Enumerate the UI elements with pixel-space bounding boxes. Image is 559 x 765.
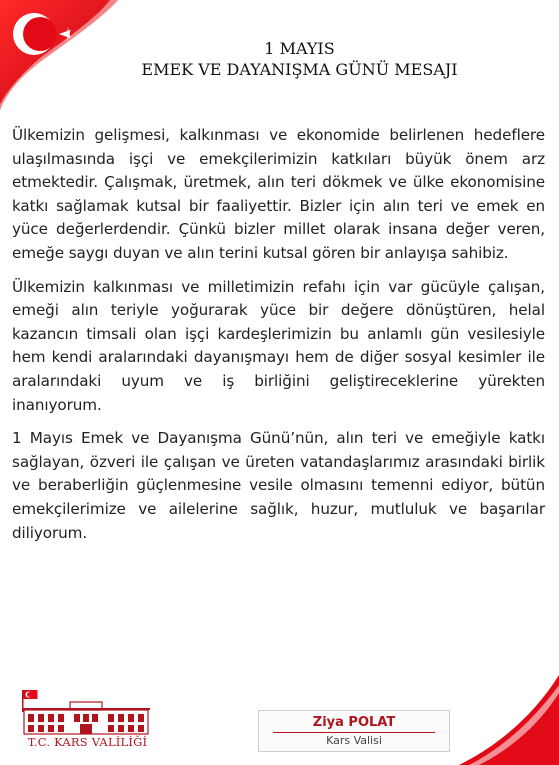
signature-block (258, 710, 450, 752)
paragraph-3: 1 Mayıs Emek ve Dayanışma Günü’nün, alın teri ve emeğiyle katkı sağlayan, özveri ile çalışan ve üreten vatandaşlarımız arasındaki birlik ve beraberliğin güçlenmesine vesile olmasını temenni ediyor, bütün emekçilerimize ve ailelerine sağlık, huzur, mutluluk ve başarılar diliyorum. (12, 429, 545, 542)
signature-title: Kars Valisi (326, 734, 382, 747)
message-body (12, 124, 545, 555)
signature-divider (273, 732, 435, 733)
paragraph-2: Ülkemizin kalkınması ve milletimizin refahı için var gücüyle çalışan, emeği alın teriyle yoğurarak yüce bir değere dönüştüren, helal kazancın timsali olan işçi kardeşlerimizin bu anlamlı gün vesilesiyle hem kendi aralarındaki dayanışmayı hem de diğer sosyal kesimler ile aralarındaki uyum ve iş birliğini geliştireceklerine yürekten inanıyorum. (12, 277, 545, 414)
title-line-1: 1 MAYIS (264, 39, 335, 58)
paragraph-1: Ülkemizin gelişmesi, kalkınması ve ekonomide belirlenen hedeflere ulaşılmasında işçi ve emekçilerimizin katkıları büyük önem arz etmektedir. Çalışmak, üretmek, alın teri dökmek ve ülke ekonomisine katkı sağlamak kutsal bir faaliyettir. Bizler için alın teri ve emek en yüce değerlerdendir. Çünkü bizler millet olarak insana değer veren, emeğe saygı duyan ve alın terini kutsal gören bir anlayışa sahibiz. (12, 126, 545, 262)
decorative-stripe-icon (439, 675, 559, 765)
page-title (80, 38, 519, 80)
title-line-2: EMEK VE DAYANIŞMA GÜNÜ MESAJI (141, 60, 458, 79)
logo-caption: T.C. KARS VALİLİĞİ (27, 735, 148, 749)
signature-name: Ziya POLAT (312, 715, 396, 730)
